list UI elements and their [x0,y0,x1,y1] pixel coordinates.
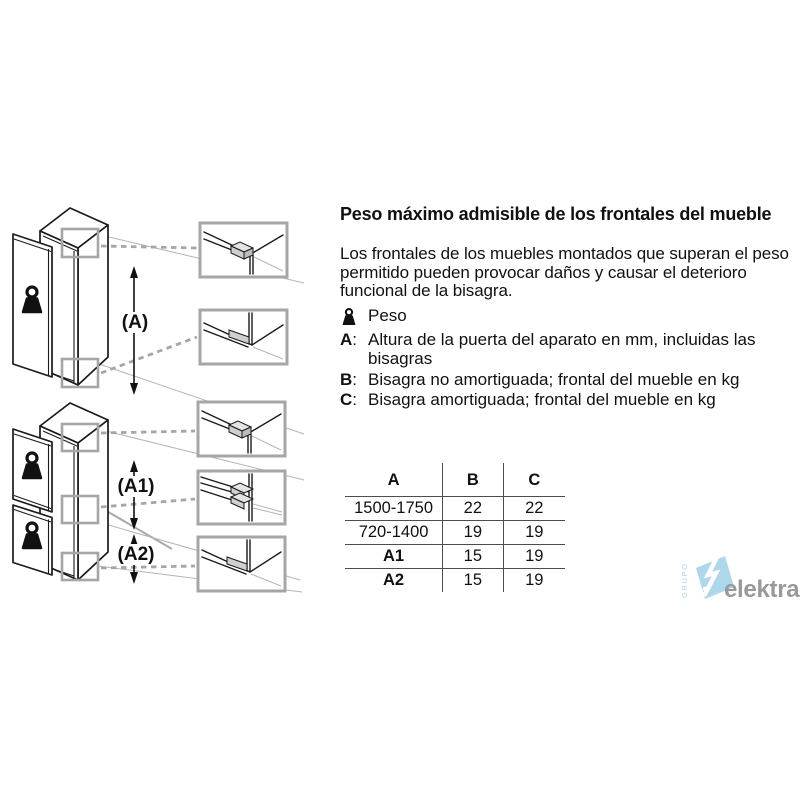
double-door-cabinet-diagram [13,403,195,584]
legend-key: C [340,390,353,409]
legend-label: Peso [368,306,407,325]
table-cell: A2 [383,571,405,589]
legend-item-peso [340,306,785,329]
table-header-b: B [442,463,503,496]
hinge-detail-box [200,223,287,277]
table-cell: 22 [525,499,544,517]
hinge-detail-box [198,471,285,524]
table-header-a: A [387,471,400,489]
weight-table [345,463,565,592]
dimension-label-a2: (A2) [111,544,161,565]
legend-label: Bisagra no amortiguada; frontal del mueble en kg [368,370,740,389]
legend-item-b [340,370,785,389]
legend-separator: : [352,390,358,409]
table-cell: 19 [525,571,544,589]
dimension-label-a1: (A1) [111,476,161,497]
page-title: Peso máximo admisible de los frontales del mueble [340,204,772,224]
hinge-detail-box [200,310,287,364]
table-cell: 22 [442,497,503,520]
table-cell: 19 [525,547,544,565]
table-header-row [345,463,565,497]
single-door-cabinet-diagram [13,208,197,395]
weight-icon [340,306,368,329]
dimension-label-a: (A) [115,312,155,333]
legend-separator: : [352,370,358,389]
legend-key: A [340,330,353,349]
table-row [345,521,565,545]
table-cell: 1500-1750 [354,499,434,517]
table-row [345,569,565,592]
legend-key: B [340,370,353,389]
elektra-watermark [678,548,800,606]
table-cell: 15 [442,545,503,568]
legend [340,306,785,410]
legend-item-a [340,330,785,368]
table-row [345,545,565,569]
table-row [345,497,565,521]
table-cell: A1 [383,547,405,565]
table-header-c: C [528,471,541,489]
hinge-detail-box [198,402,285,456]
elektra-text: elektra [724,576,800,603]
grupo-text: GRUPO [680,562,689,598]
table-cell: 19 [442,521,503,544]
table-cell: 15 [442,569,503,592]
legend-label: Altura de la puerta del aparato en mm, incluidas las bisagras [368,330,756,368]
legend-separator: : [352,330,358,349]
legend-label: Bisagra amortiguada; frontal del mueble en kg [368,390,716,409]
table-cell: 19 [525,523,544,541]
intro-text: Los frontales de los muebles montados que superan el peso permitido pueden provocar daños y causar el deterioro funcional de la bisagra. [340,244,789,300]
table-cell: 720-1400 [358,523,429,541]
hinge-detail-box [198,537,285,591]
legend-item-c [340,390,785,409]
